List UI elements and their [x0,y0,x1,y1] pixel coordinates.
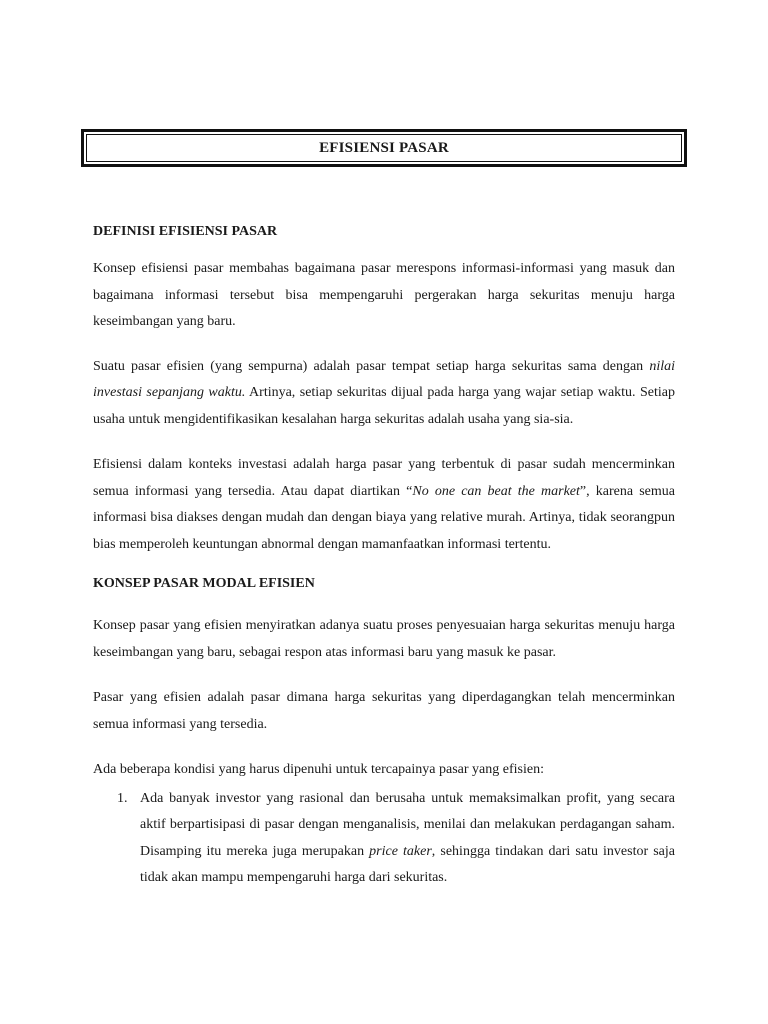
document-title: EFISIENSI PASAR [319,139,449,156]
section-heading-konsep-pasar-modal: KONSEP PASAR MODAL EFISIEN [93,576,315,591]
list-item-number: 1. [117,790,128,806]
paragraph-efisiensi-investasi-part2: ”, karena semua informasi bisa diakses dengan mudah dan dengan biaya yang relative murah. Artinya, tidak seorangpun bias memperoleh keuntungan abnormal dengan mamanfaatkan informasi tertentu. [93,483,675,552]
paragraph-pasar-efisien-emphasis: nilai investasi sepanjang waktu. [93,358,675,400]
list-item-text-part2: , sehingga tindakan dari satu investor saja tidak akan mampu mempengaruhi harga dari sekuritas. [140,843,675,885]
paragraph-pasar-efisien-part1: Suatu pasar efisien (yang sempurna) adalah pasar tempat setiap harga sekuritas sama dengan [93,358,650,374]
list-item-emphasis: price taker [369,843,432,859]
list-item-text-part1: Ada banyak investor yang rasional dan berusaha untuk memaksimalkan profit, yang secara aktif berpartisipasi di pasar dengan menganalisis, menilai dan melakukan perdagangan saham. Disamping itu mereka juga merupakan [140,790,675,859]
paragraph-efisiensi-investasi-part1: Efisiensi dalam konteks investasi adalah harga pasar yang terbentuk di pasar sudah mencerminkan semua informasi yang tersedia. Atau dapat diartikan “ [93,457,675,499]
paragraph-efisiensi-investasi-quote: No one can beat the market [412,483,580,499]
title-inner-frame [86,134,682,162]
section-heading-definisi: DEFINISI EFISIENSI PASAR [93,224,278,239]
paragraph-pasar-efisien [93,354,675,434]
paragraph-pasar-efisien-part2: Artinya, setiap sekuritas dijual pada harga yang wajar setiap waktu. Setiap usaha untuk mengidentifikasikan kesalahan harga sekuritas adalah usaha yang sia-sia. [93,385,675,427]
paragraph-pasar-yang-efisien: Pasar yang efisien adalah pasar dimana harga sekuritas yang diperdagangkan telah mencerminkan semua informasi yang tersedia. [93,690,675,732]
paragraph-konsep-pasar: Konsep pasar yang efisien menyiratkan adanya suatu proses penyesuaian harga sekuritas menuju harga keseimbangan yang baru, sebagai respon atas informasi baru yang masuk ke pasar. [93,618,675,660]
list-item [93,786,675,892]
paragraph-konsep-efisiensi: Konsep efisiensi pasar membahas bagaimana pasar merespons informasi-informasi yang masuk dan bagaimana informasi tersebut bisa mempengaruhi pergerakan harga sekuritas menuju harga keseimbangan yang baru. [93,261,675,329]
title-frame [81,129,687,167]
paragraph-kondisi-intro: Ada beberapa kondisi yang harus dipenuhi untuk tercapainya pasar yang efisien: [93,762,544,777]
document-body [93,222,675,892]
kondisi-list [93,786,675,892]
paragraph-efisiensi-investasi [93,452,675,558]
